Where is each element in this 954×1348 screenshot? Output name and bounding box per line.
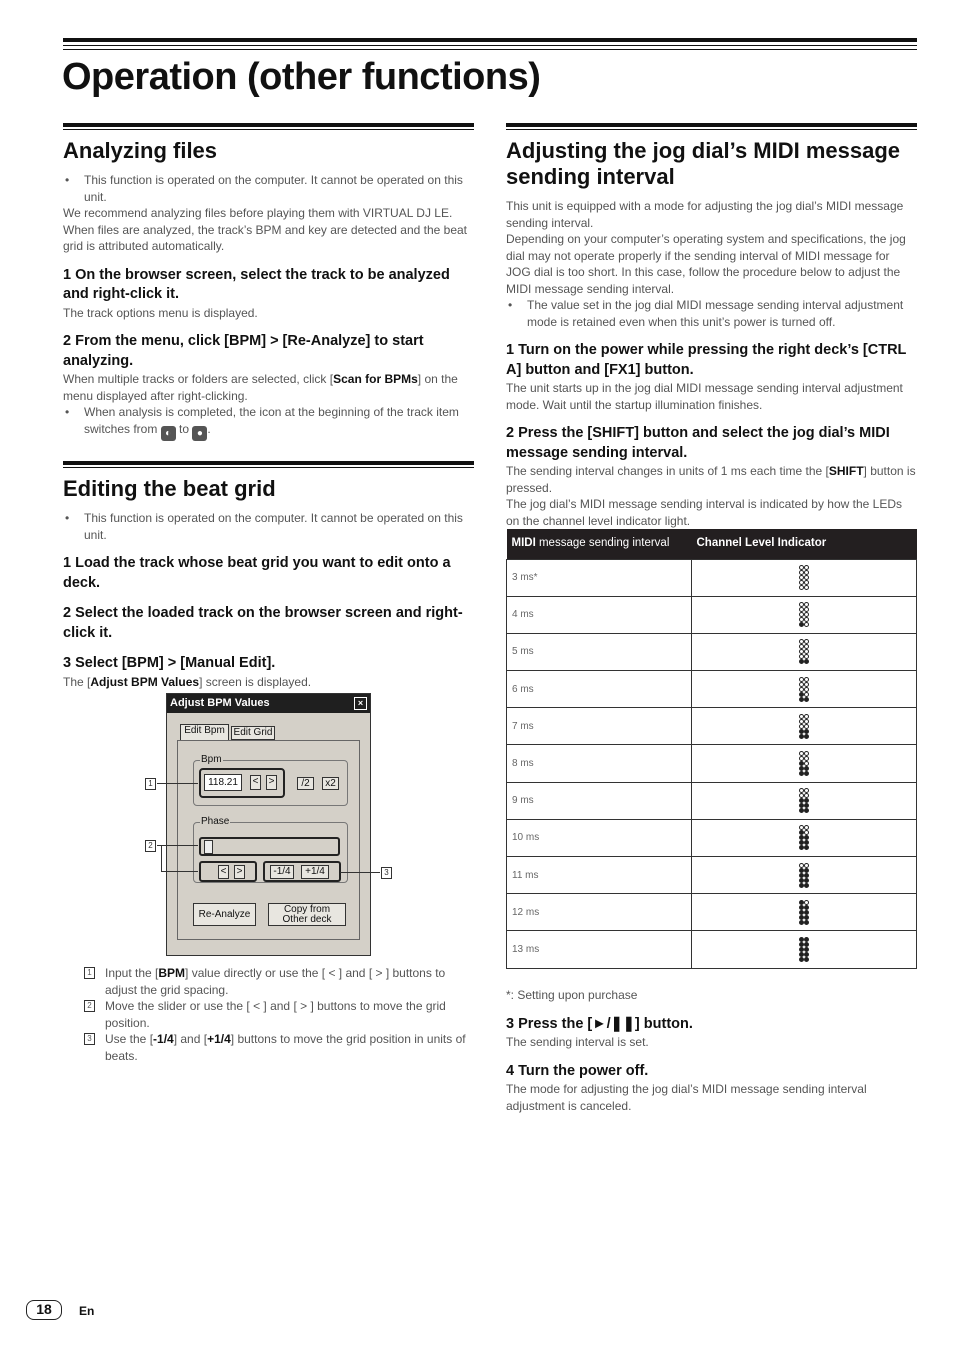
interval-cell: 11 ms xyxy=(507,857,692,894)
jog-step1-text: The unit starts up in the jog dial MIDI message sending interval adjustment mode. Wait until the startup illumination finishes. xyxy=(506,381,903,412)
top-rule-thin-2 xyxy=(63,49,917,50)
callout-2-line-a xyxy=(161,845,198,846)
led-indicator xyxy=(799,751,809,776)
table-row xyxy=(507,931,917,968)
interval-cell: 5 ms xyxy=(507,633,692,670)
plus-quarter-button[interactable]: +1/4 xyxy=(301,865,329,879)
led-dot xyxy=(804,697,809,702)
interval-cell: 9 ms xyxy=(507,782,692,819)
interval-cell: 7 ms xyxy=(507,708,692,745)
beatgrid-step2: 2 Select the loaded track on the browser screen and right-click it. xyxy=(63,605,463,641)
analyzed-track-icon: ● xyxy=(192,426,207,441)
indicator-cell xyxy=(692,671,917,708)
table-row xyxy=(507,857,917,894)
jog-step3: 3 Press the [►/❚❚] button. xyxy=(506,1015,693,1032)
led-indicator xyxy=(799,602,809,627)
analyzing-step2: 2 From the menu, click [BPM] > [Re-Analyze] to start analyzing. xyxy=(63,333,424,369)
callout-2: 2 xyxy=(145,840,156,852)
phase-group: Phase xyxy=(193,822,348,883)
led-indicator xyxy=(799,639,809,664)
note-1: 1 Input the [BPM] value directly or use the [ < ] and [ > ] buttons to adjust the grid spacing. xyxy=(84,965,476,998)
indicator-cell xyxy=(692,894,917,931)
dialog-notes xyxy=(84,965,476,1064)
led-dot xyxy=(804,883,809,888)
interval-cell: 8 ms xyxy=(507,745,692,782)
led-dot xyxy=(804,771,809,776)
led-dot xyxy=(804,622,809,627)
jog-step3-text: The sending interval is set. xyxy=(506,1035,649,1049)
phase-slider[interactable] xyxy=(199,837,340,856)
interval-table xyxy=(506,529,917,969)
beatgrid-step1: 1 Load the track whose beat grid you want to edit onto a deck. xyxy=(63,555,451,591)
led-dot xyxy=(804,920,809,925)
interval-cell: 10 ms xyxy=(507,819,692,856)
top-rule-thin xyxy=(63,45,917,46)
note-3: 3 Use the [-1/4] and [+1/4] buttons to move the grid position in units of beats. xyxy=(84,1031,476,1064)
interval-cell: 4 ms xyxy=(507,596,692,633)
jog-step2: 2 Press the [SHIFT] button and select the jog dial’s MIDI message sending interval. xyxy=(506,425,890,461)
phase-slider-handle[interactable] xyxy=(204,840,213,854)
indicator-cell xyxy=(692,857,917,894)
beatgrid-step3: 3 Select [BPM] > [Manual Edit]. xyxy=(63,655,276,671)
jog-step4-text: The mode for adjusting the jog dial’s MIDI message sending interval adjustment is canceled. xyxy=(506,1082,867,1113)
led-dot xyxy=(804,659,809,664)
jog-intro-2: Depending on your computer’s operating system and specifications, the jog dial may not operate properly if the sending interval of MIDI message for JOG dial is too short. In this case, follow the procedure below to adjust the MIDI message sending interval. xyxy=(506,232,906,296)
jog-intro-1: This unit is equipped with a mode for adjusting the jog dial’s MIDI message sending interval. xyxy=(506,199,904,230)
led-indicator xyxy=(799,788,809,813)
indicator-cell xyxy=(692,708,917,745)
col-indicator-header: Channel Level Indicator xyxy=(692,529,917,559)
led-indicator xyxy=(799,714,809,739)
table-row xyxy=(507,633,917,670)
jog-bullet: • The value set in the jog dial MIDI message sending interval adjustment mode is retained even when this unit’s power is turned off. xyxy=(506,297,917,330)
half-button[interactable]: /2 xyxy=(297,777,314,790)
phase-next-button[interactable]: > xyxy=(234,865,245,879)
beatgrid-bullet: • This function is operated on the computer. It cannot be operated on this unit. xyxy=(63,510,474,543)
interval-cell: 6 ms xyxy=(507,671,692,708)
bpm-prev-button[interactable]: < xyxy=(250,775,261,790)
analyzing-intro: We recommend analyzing files before playing them with VIRTUAL DJ LE. When files are analyzed, the track’s BPM and key are detected and the beat grid is attributed automatically. xyxy=(63,206,468,253)
bpm-next-button[interactable]: > xyxy=(266,775,277,790)
interval-cell: 12 ms xyxy=(507,894,692,931)
led-indicator xyxy=(799,825,809,850)
led-indicator xyxy=(799,565,809,590)
jog-midi-section xyxy=(506,123,917,529)
dialog-titlebar xyxy=(167,694,370,713)
close-icon[interactable]: × xyxy=(354,697,367,710)
led-indicator xyxy=(799,937,809,962)
jog-step2-text: The sending interval changes in units of 1 ms each time the [SHIFT] button is pressed. xyxy=(506,464,916,495)
tab-edit-bpm[interactable]: Edit Bpm xyxy=(180,724,229,740)
indicator-cell xyxy=(692,931,917,968)
table-row xyxy=(507,596,917,633)
footnote: *: Setting upon purchase xyxy=(506,988,638,1002)
table-row xyxy=(507,708,917,745)
table-row xyxy=(507,671,917,708)
bpm-group: Bpm xyxy=(193,760,348,806)
analyzing-step1-text: The track options menu is displayed. xyxy=(63,305,258,320)
dialog-title: Adjust BPM Values xyxy=(170,697,270,709)
copy-from-other-deck-button[interactable]: Copy from Other deck xyxy=(268,903,346,926)
analyzing-bullet-2: • When analysis is completed, the icon at the beginning of the track item switches from ◐ to ● . xyxy=(63,404,474,441)
col-interval-header: MIDI message sending interval xyxy=(507,529,692,559)
page-number: 18 xyxy=(26,1300,62,1320)
double-button[interactable]: x2 xyxy=(322,777,339,790)
minus-quarter-button[interactable]: -1/4 xyxy=(270,865,294,879)
interval-cell: 13 ms xyxy=(507,931,692,968)
jog-after-table xyxy=(506,987,917,1114)
analyzing-step1: 1 On the browser screen, select the track to be analyzed and right-click it. xyxy=(63,266,450,302)
indicator-cell xyxy=(692,633,917,670)
language-label: En xyxy=(79,1304,95,1318)
jog-step2-text2: The jog dial’s MIDI message sending interval is indicated by how the LEDs on the channel level indicator light. xyxy=(506,497,902,528)
adjust-bpm-dialog xyxy=(166,693,371,956)
led-dot xyxy=(804,734,809,739)
indicator-cell xyxy=(692,559,917,596)
beatgrid-step3-text: The [Adjust BPM Values] screen is displayed. xyxy=(63,674,312,689)
analyzing-bullet: • This function is operated on the computer. It cannot be operated on this unit. xyxy=(63,172,474,205)
re-analyze-button[interactable]: Re-Analyze xyxy=(193,903,256,926)
callout-2-line-b xyxy=(161,871,198,872)
phase-prev-button[interactable]: < xyxy=(218,865,229,879)
table-row xyxy=(507,819,917,856)
led-dot xyxy=(804,585,809,590)
led-indicator xyxy=(799,900,809,925)
led-dot xyxy=(804,808,809,813)
led-dot xyxy=(804,957,809,962)
callout-2-vline xyxy=(161,845,162,871)
unanalyzed-track-icon: ◐ xyxy=(161,426,176,441)
indicator-cell xyxy=(692,596,917,633)
note-2: 2 Move the slider or use the [ < ] and [ > ] buttons to move the grid position. xyxy=(84,998,476,1031)
jog-step4: 4 Turn the power off. xyxy=(506,1062,649,1079)
callout-3-line xyxy=(340,872,380,873)
indicator-cell xyxy=(692,819,917,856)
bpm-input[interactable]: 118.21 xyxy=(204,774,242,791)
beatgrid-heading: Editing the beat grid xyxy=(63,476,276,501)
top-rule xyxy=(63,38,917,42)
indicator-cell xyxy=(692,745,917,782)
led-dot xyxy=(804,845,809,850)
callout-3: 3 xyxy=(381,867,392,879)
led-indicator xyxy=(799,863,809,888)
analyzing-step2-text: When multiple tracks or folders are selected, click [Scan for BPMs] on the menu displayed after right-clicking. xyxy=(63,372,458,403)
tab-edit-grid[interactable]: Edit Grid xyxy=(231,726,275,740)
jog-step1: 1 Turn on the power while pressing the right deck’s [CTRL A] button and [FX1] button. xyxy=(506,342,907,378)
indicator-cell xyxy=(692,782,917,819)
callout-1: 1 xyxy=(145,778,156,790)
table-row xyxy=(507,745,917,782)
table-row xyxy=(507,559,917,596)
beatgrid-section xyxy=(63,461,474,690)
interval-cell: 3 ms* xyxy=(507,559,692,596)
analyzing-section xyxy=(63,123,474,441)
jog-midi-heading: Adjusting the jog dial’s MIDI message sending interval xyxy=(506,138,901,189)
led-indicator xyxy=(799,677,809,702)
page-title: Operation (other functions) xyxy=(62,56,541,98)
callout-1-line xyxy=(157,783,198,784)
table-row xyxy=(507,782,917,819)
analyzing-heading: Analyzing files xyxy=(63,138,218,163)
table-row xyxy=(507,894,917,931)
